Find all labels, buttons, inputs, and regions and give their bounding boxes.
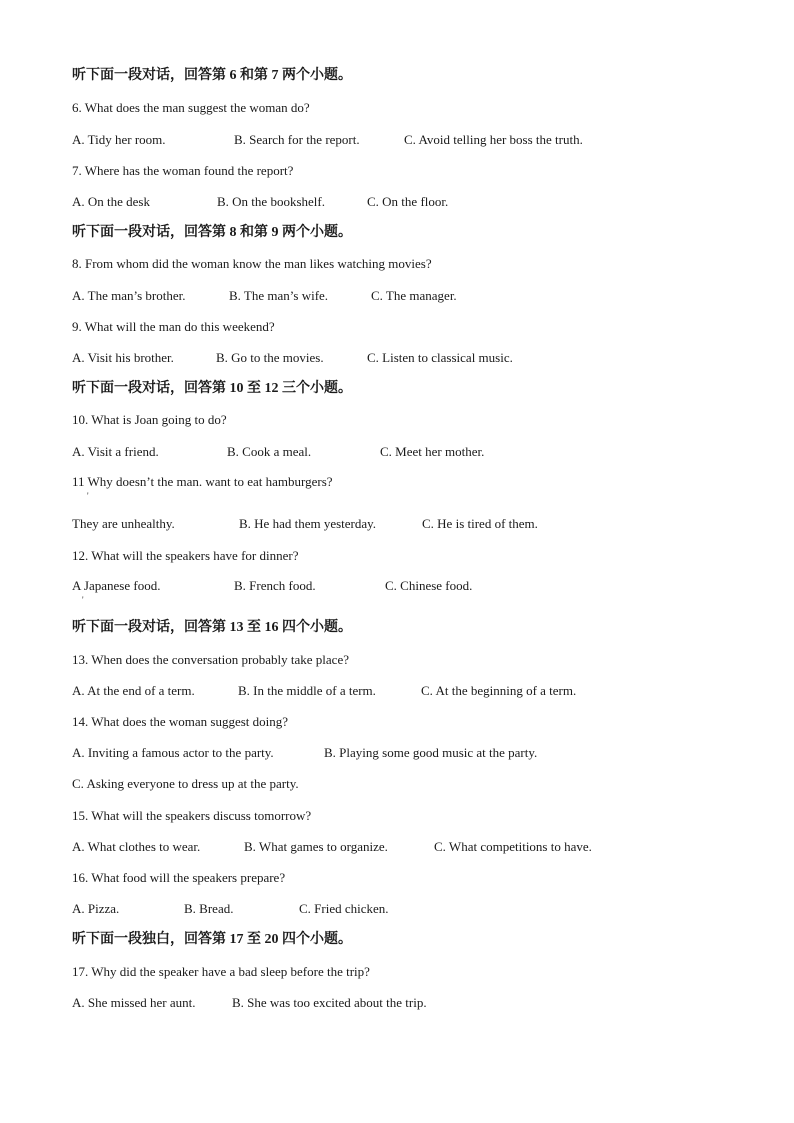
option-b: B. Go to the movies.	[216, 350, 324, 365]
option-b: B. In the middle of a term.	[238, 683, 376, 698]
question-12: 12. What will the speakers have for dinner?	[72, 548, 299, 563]
option-a: A. Inviting a famous actor to the party.	[72, 745, 274, 760]
question-11: 11 Why doesn’t the man. want to eat hamburgers?	[72, 474, 333, 489]
question-10: 10. What is Joan going to do?	[72, 412, 227, 427]
section-heading: 听下面一段对话，回答第 10 至 12 三个小题。	[72, 381, 352, 396]
option-b: B. Bread.	[184, 901, 234, 916]
option-a: A. The man’s brother.	[72, 288, 186, 303]
option-a: A. What clothes to wear.	[72, 839, 201, 854]
question-8: 8. From whom did the woman know the man likes watching movies?	[72, 256, 432, 271]
option-c: C. Avoid telling her boss the truth.	[404, 132, 583, 147]
question-16: 16. What food will the speakers prepare?	[72, 870, 286, 885]
section-heading: 听下面一段对话，回答第 6 和第 7 两个小题。	[72, 68, 352, 83]
option-b: B. French food.	[234, 578, 316, 593]
stray-mark: '	[87, 491, 89, 501]
option-a: A. Visit his brother.	[72, 350, 174, 365]
option-c: C. Meet her mother.	[380, 444, 485, 459]
option-c: C. At the beginning of a term.	[421, 683, 577, 698]
option-b: B. What games to organize.	[244, 839, 388, 854]
option-a: A. On the desk	[72, 194, 150, 209]
option-a: A. Pizza.	[72, 901, 120, 916]
option-c: C. Listen to classical music.	[367, 350, 513, 365]
option-c: C. He is tired of them.	[422, 516, 538, 531]
option-b: B. She was too excited about the trip.	[232, 995, 427, 1010]
option-a: A. Tidy her room.	[72, 132, 166, 147]
question-14: 14. What does the woman suggest doing?	[72, 714, 289, 729]
option-b: B. The man’s wife.	[229, 288, 329, 303]
option-c: C. Fried chicken.	[299, 901, 389, 916]
option-a: A. Visit a friend.	[72, 444, 159, 459]
question-13: 13. When does the conversation probably take place?	[72, 652, 349, 667]
option-c: C. Asking everyone to dress up at the party.	[72, 776, 299, 791]
option-c: C. The manager.	[371, 288, 457, 303]
option-b: B. Cook a meal.	[227, 444, 312, 459]
option-c: C. What competitions to have.	[434, 839, 592, 854]
option-c: C. On the floor.	[367, 194, 449, 209]
section-heading: 听下面一段对话，回答第 8 和第 9 两个小题。	[72, 225, 352, 240]
option-a: A Japanese food.	[72, 578, 161, 593]
question-6: 6. What does the man suggest the woman do?	[72, 100, 310, 115]
option-b: B. Playing some good music at the party.	[324, 745, 538, 760]
question-17: 17. Why did the speaker have a bad sleep before the trip?	[72, 964, 370, 979]
option-a: A. She missed her aunt.	[72, 995, 196, 1010]
option-a: A. At the end of a term.	[72, 683, 195, 698]
option-c: C. Chinese food.	[385, 578, 473, 593]
option-b: B. On the bookshelf.	[217, 194, 325, 209]
question-15: 15. What will the speakers discuss tomorrow?	[72, 808, 312, 823]
section-heading: 听下面一段独白，回答第 17 至 20 四个小题。	[72, 932, 352, 947]
question-9: 9. What will the man do this weekend?	[72, 319, 275, 334]
question-7: 7. Where has the woman found the report?	[72, 163, 294, 178]
option-b: B. He had them yesterday.	[239, 516, 377, 531]
option-a: They are unhealthy.	[72, 516, 175, 531]
stray-mark: '	[82, 595, 84, 605]
option-b: B. Search for the report.	[234, 132, 360, 147]
section-heading: 听下面一段对话，回答第 13 至 16 四个小题。	[72, 620, 352, 635]
